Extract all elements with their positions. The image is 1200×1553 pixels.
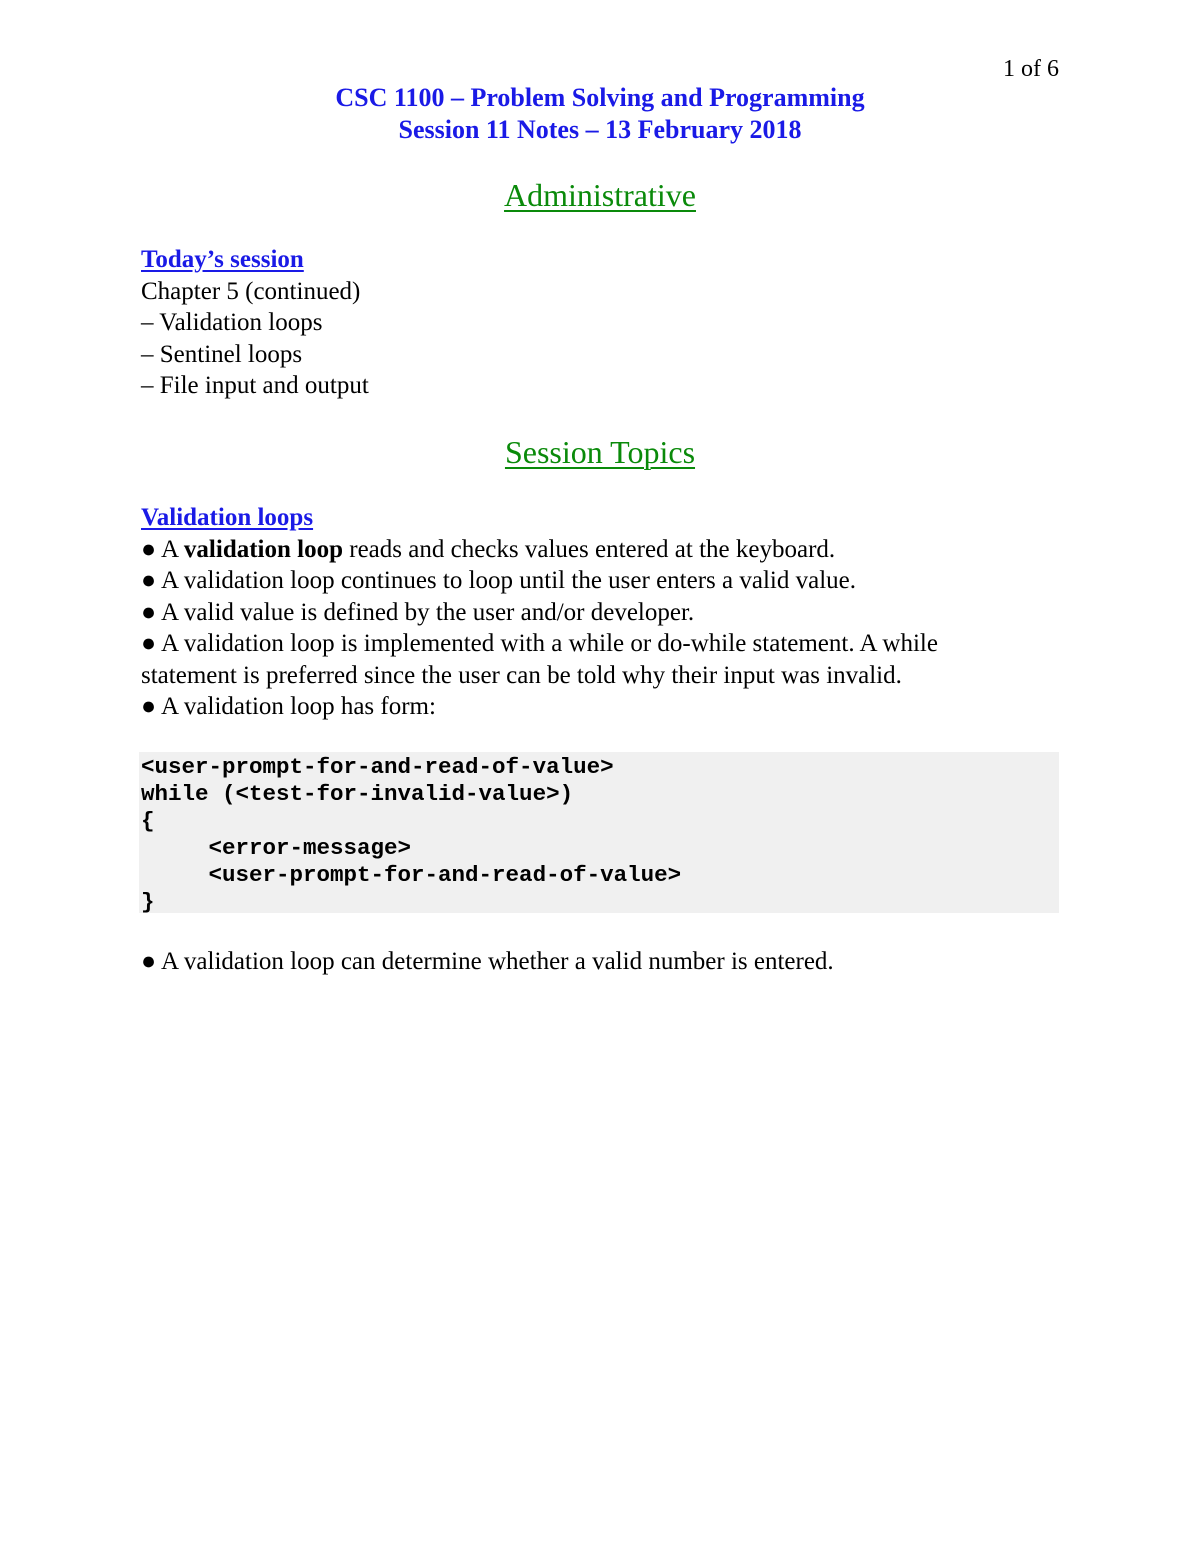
validation-loops-section [141,502,1059,723]
bullet-icon: ● [141,567,157,594]
bullet-item [141,946,1059,978]
code-line: while (<test-for-invalid-value>) [141,781,574,807]
bullet-text-post: reads and checks values entered at the keyboard. [343,535,836,563]
bullet-icon: ● [141,693,157,720]
bullet-icon: ● [141,598,157,626]
page-number: 1 of 6 [1003,56,1059,82]
bullet-item [141,691,1059,723]
list-item: – File input and output [141,372,369,399]
document-header [0,82,1200,146]
code-line: } [141,889,155,915]
todays-session-section [141,244,1059,402]
validation-loops-link[interactable]: Validation loops [141,504,314,531]
bullet-text: A valid value is defined by the user and/or developer. [160,598,695,626]
bullet-text-bold: validation loop [183,535,343,563]
bullet-text: A validation loop has form: [160,693,436,720]
list-item: Chapter 5 (continued) [141,277,361,305]
bullet-icon: ● [141,630,157,657]
bullet-item [141,534,1059,566]
code-line: <user-prompt-for-and-read-of-value> [141,862,682,888]
session-title: Session 11 Notes – 13 February 2018 [398,115,802,144]
session-topics-heading-text: Session Topics [504,434,696,470]
code-line: <user-prompt-for-and-read-of-value> [141,754,614,780]
list-item: – Validation loops [141,309,323,336]
bullet-text: A validation loop continues to loop until the user enters a valid value. [160,567,856,594]
bullet-text-pre: A [160,535,184,563]
final-bullet-section [141,946,1059,978]
code-line: { [141,808,155,834]
bullet-text: A validation loop is implemented with a while or do-while statement. A while [160,630,938,657]
bullet-item [141,597,1059,629]
bullet-continuation: statement is preferred since the user can be told why their input was invalid. [141,661,902,689]
bullet-text: A validation loop can determine whether a valid number is entered. [160,948,834,975]
list-item: – Sentinel loops [141,340,303,368]
code-line: <error-message> [141,835,412,861]
bullet-item [141,628,1059,660]
bullet-icon: ● [141,948,157,975]
course-title: CSC 1100 – Problem Solving and Programming [335,83,865,112]
todays-session-link[interactable]: Today’s session [141,246,304,273]
administrative-heading-text: Administrative [504,177,696,213]
administrative-heading [0,176,1200,214]
code-block [139,752,1059,913]
bullet-item [141,565,1059,597]
bullet-icon: ● [141,535,157,563]
session-topics-heading [0,433,1200,471]
